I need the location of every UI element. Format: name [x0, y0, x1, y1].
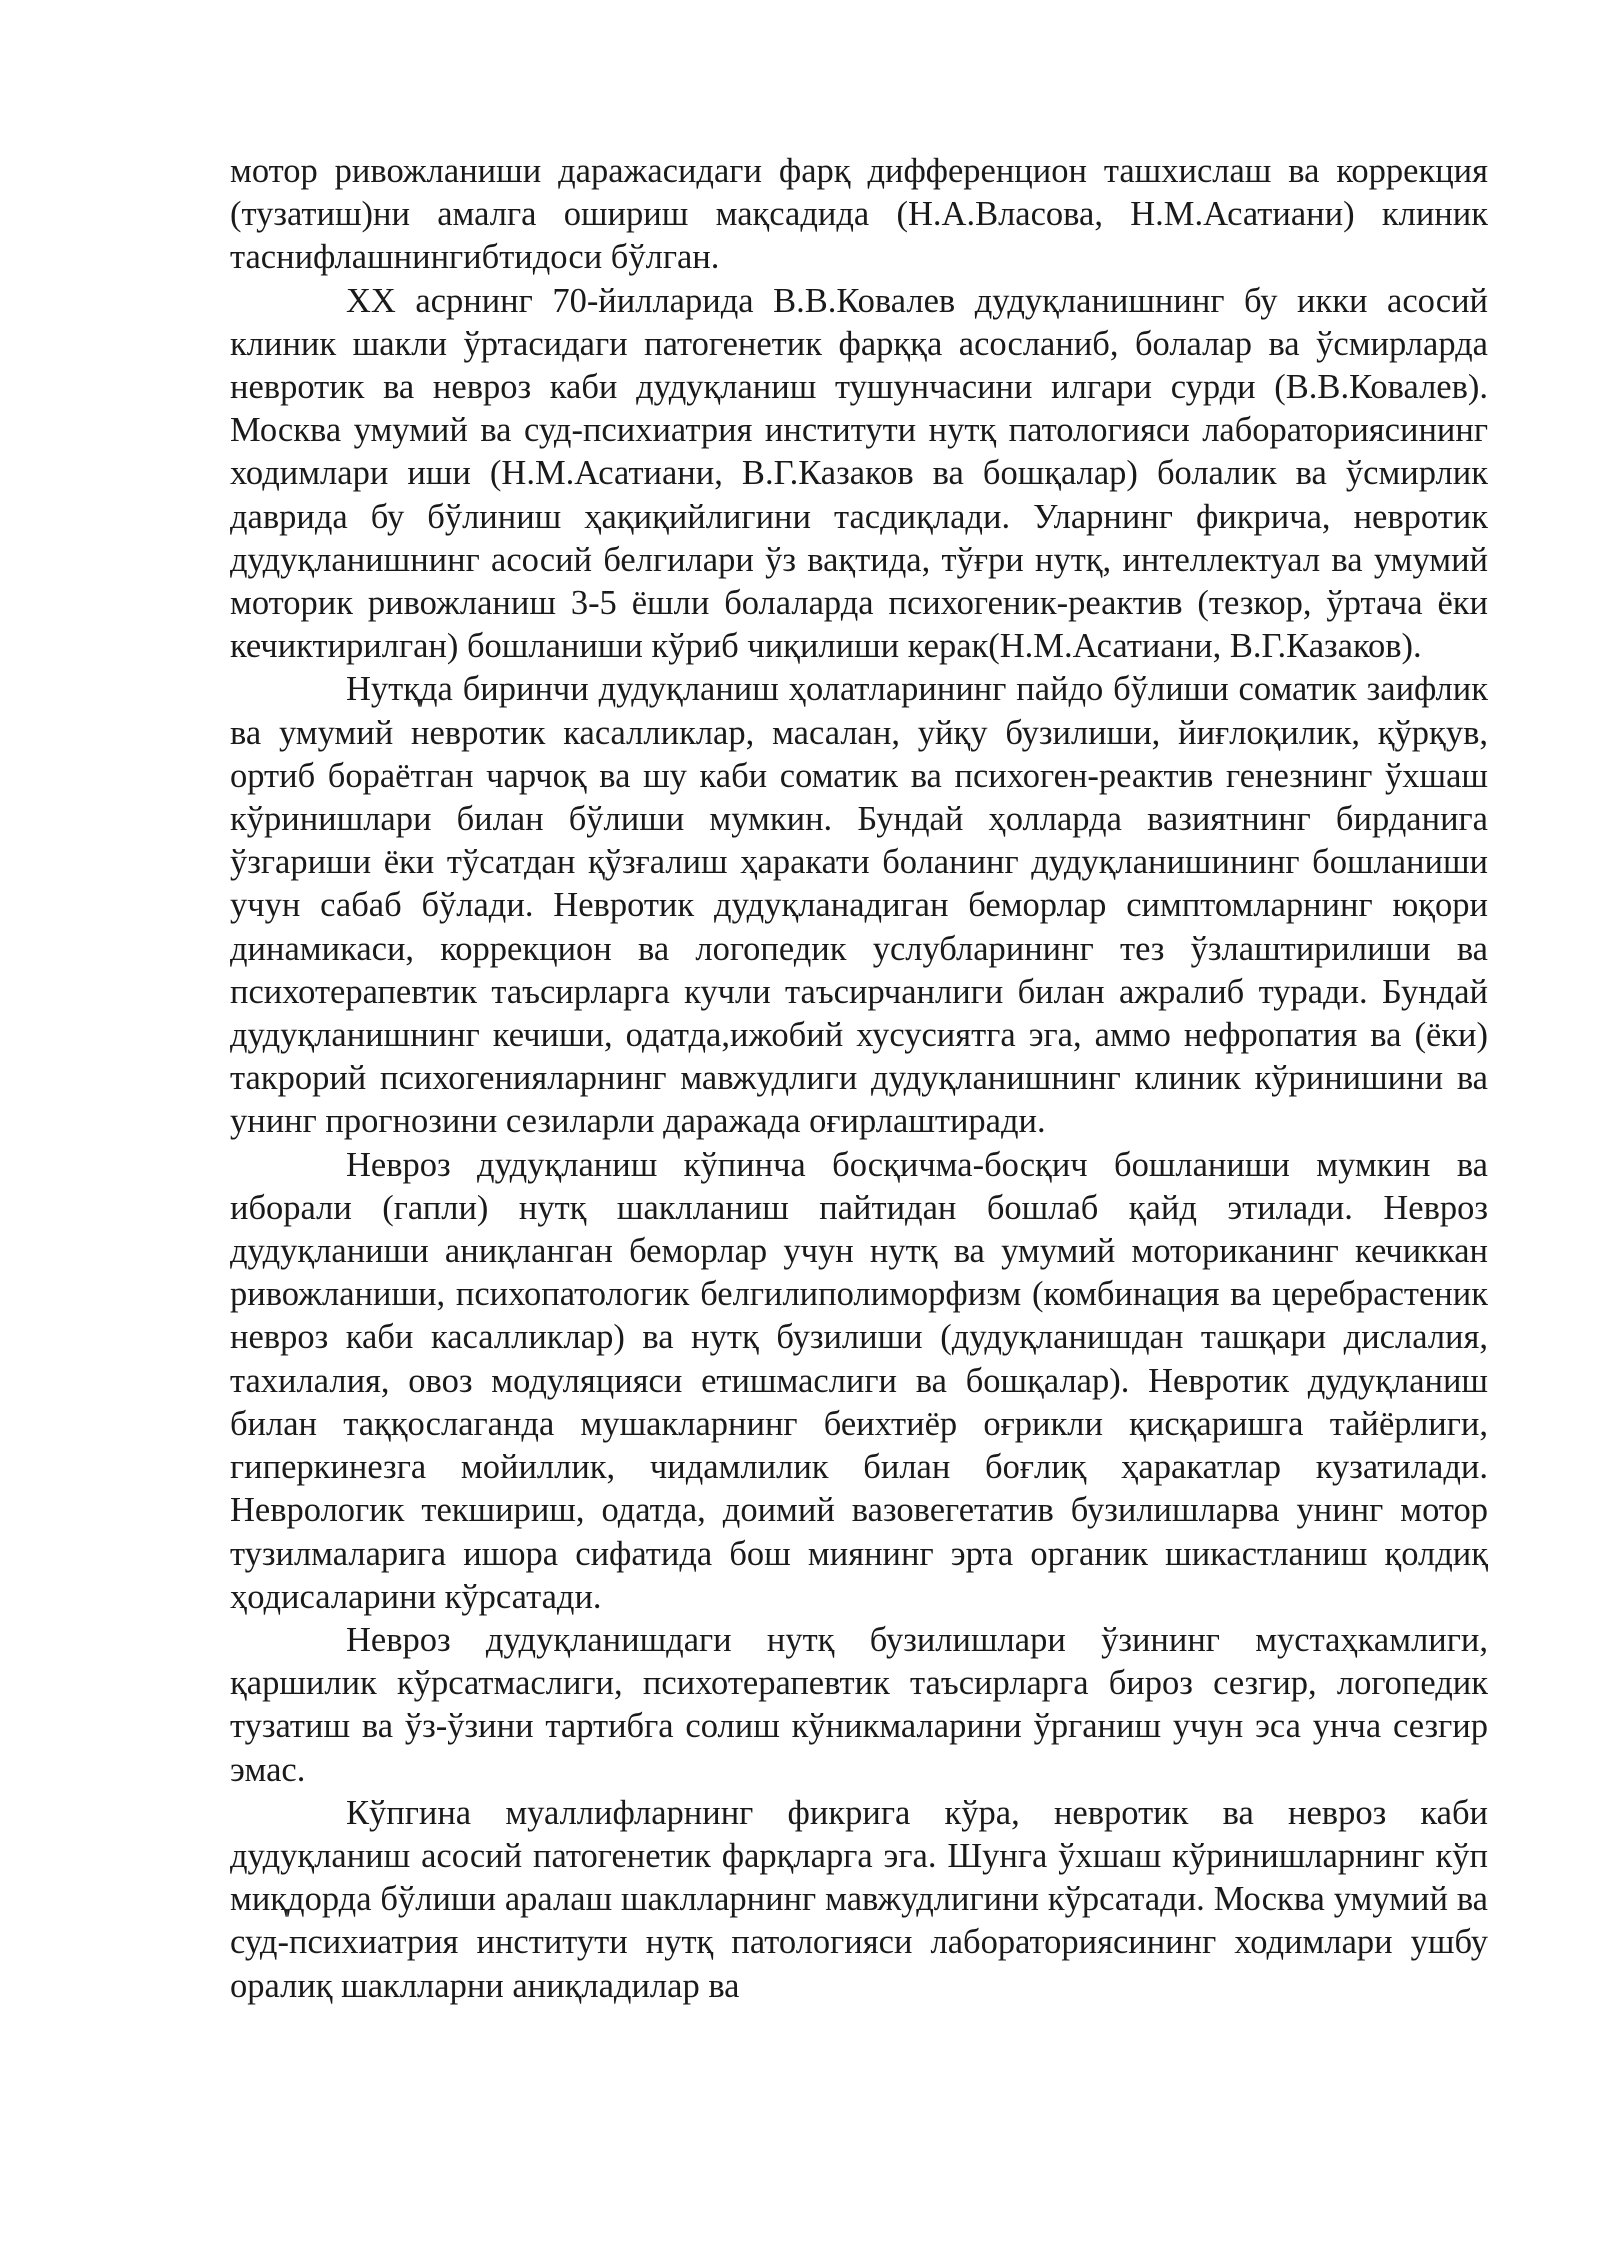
- paragraph-2: XX асрнинг 70-йилларида В.В.Ковалев дудуқланишнинг бу икки асосий клиник шакли ўртасидаги патогенетик фарққа асосланиб, болалар ва ўсмирларда невротик ва невроз каби дудуқланиш тушунчасини илгари сурди (В.В.Ковалев). Москва умумий ва суд-психиатрия институти нутқ патологияси лабораториясининг ходимлари иши (Н.М.Асатиани, В.Г.Казаков ва бошқалар) болалик ва ўсмирлик даврида бу бўлиниш ҳақиқийлигини тасдиқлади. Уларнинг фикрича, невротик дудуқланишнинг асосий белгилари ўз вақтида, тўғри нутқ, интеллектуал ва умумий моторик ривожланиш 3-5 ёшли болаларда психогеник-реактив (тезкор, ўртача ёки кечиктирилган) бошланиши кўриб чиқилиши керак(Н.М.Асатиани, В.Г.Казаков).: [230, 281, 1488, 666]
- paragraph-3: Нутқда биринчи дудуқланиш ҳолатларининг пайдо бўлиши соматик заифлик ва умумий невротик касалликлар, масалан, уйқу бузилиши, йиғлоқилик, қўрқув, ортиб бораётган чарчоқ ва шу каби соматик ва психоген-реактив генезнинг ўхшаш кўринишлари билан бўлиши мумкин. Бундай ҳолларда вазиятнинг бирданига ўзгариши ёки тўсатдан қўзғалиш ҳаракати боланинг дудуқланишининг бошланиши учун сабаб бўлади. Невротик дудуқланадиган беморлар симптомларнинг юқори динамикаси, коррекцион ва логопедик услубларининг тез ўзлаштирилиши ва психотерапевтик таъсирларга кучли таъсирчанлиги билан ажралиб туради. Бундай дудуқланишнинг кечиши, одатда,ижобий хусусиятга эга, аммо нефропатия ва (ёки) такрорий психогенияларнинг мавжудлиги дудуқланишнинг клиник кўринишини ва унинг прогнозини сезиларли даражада оғирлаштиради.: [230, 670, 1488, 1141]
- paragraph-5: Невроз дудуқланишдаги нутқ бузилишлари ўзининг мустаҳкамлиги, қаршилик кўрсатмаслиги, психотерапевтик таъсирларга бироз сезгир, логопедик тузатиш ва ўз-ўзини тартибга солиш кўникмаларини ўрганиш учун эса унча сезгир эмас.: [230, 1620, 1488, 1789]
- paragraph-1: мотор ривожланиши даражасидаги фарқ дифференцион ташхислаш ва коррекция (тузатиш)ни амалга ошириш мақсадида (Н.А.Власова, Н.М.Асатиани) клиник таснифлашнингибтидоси бўлган.: [230, 152, 1488, 277]
- paragraph-6: Кўпгина муаллифларнинг фикрига кўра, невротик ва невроз каби дудуқланиш асосий патогенетик фарқларга эга. Шунга ўхшаш кўринишларнинг кўп миқдорда бўлиши аралаш шаклларнинг мавжудлигини кўрсатади. Москва умумий ва суд-психиатрия институти нутқ патологияси лабораториясининг ходимлари ушбу оралиқ шаклларни аниқладилар ва: [230, 1793, 1488, 2005]
- document-page: [230, 150, 1488, 2008]
- paragraph-4: Невроз дудуқланиш кўпинча босқичма-босқич бошланиши мумкин ва иборали (гапли) нутқ шаклланиш пайтидан бошлаб қайд этилади. Невроз дудуқланиши аниқланган беморлар учун нутқ ва умумий моториканинг кечиккан ривожланиши, психопатологик белгилиполиморфизм (комбинация ва церебрастеник невроз каби касалликлар) ва нутқ бузилиши (дудуқланишдан ташқари дислалия, тахилалия, овоз модуляцияси етишмаслиги ва бошқалар). Невротик дудуқланиш билан таққослаганда мушакларнинг беихтиёр оғрикли қисқаришга тайёрлиги, гиперкинезга мойиллик, чидамлилик билан боғлиқ ҳаракатлар кузатилади. Неврологик текшириш, одатда, доимий вазовегетатив бузилишларва унинг мотор тузилмаларига ишора сифатида бош миянинг эрта органик шикастланиш қолдиқ ҳодисаларини кўрсатади.: [230, 1145, 1488, 1616]
